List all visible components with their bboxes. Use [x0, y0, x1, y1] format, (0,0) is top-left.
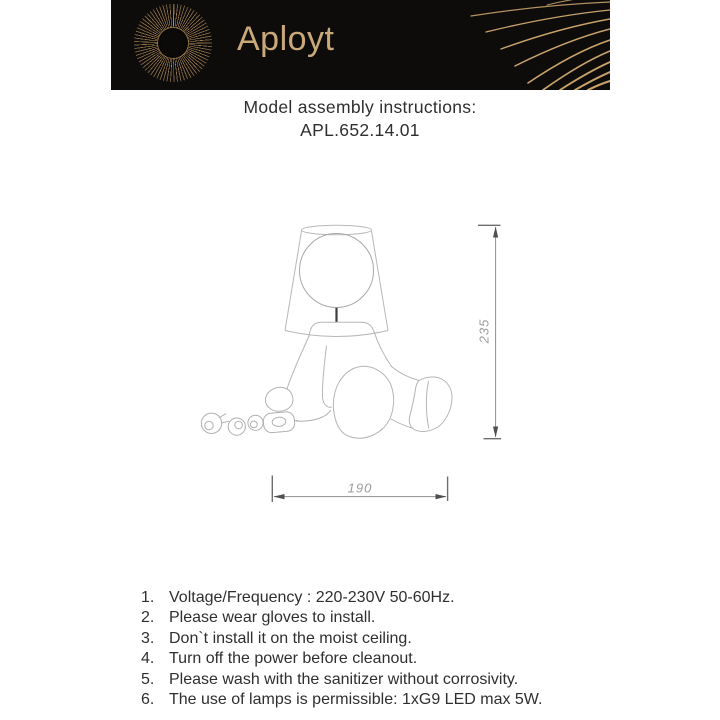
corner-rays-icon [111, 0, 610, 90]
power-cord [297, 411, 331, 422]
instruction-item [141, 629, 542, 649]
instruction-item [141, 690, 542, 710]
instructions-list [141, 588, 542, 710]
power-cord-assembly [201, 411, 330, 436]
instruction-number: 5. [141, 670, 155, 688]
instruction-text: The use of lamps is permissible: 1xG9 LED max 5W. [169, 691, 543, 709]
instruction-item [141, 649, 542, 669]
instruction-text: Voltage/Frequency : 220-230V 50-60Hz. [169, 589, 455, 606]
lamp-ball [300, 234, 374, 308]
lamp-technical-drawing [195, 210, 515, 510]
instruction-item [141, 608, 542, 628]
instruction-number: 1. [141, 589, 155, 606]
instruction-number: 6. [141, 691, 155, 709]
brand-banner [111, 0, 610, 90]
instruction-text: Please wear gloves to install. [169, 609, 376, 627]
brand-name: Aployt [237, 20, 335, 58]
inline-switch [263, 411, 296, 433]
instruction-number: 2. [141, 609, 155, 627]
power-plug [201, 413, 221, 433]
width-dimension-label: 190 [347, 480, 373, 496]
instruction-number: 4. [141, 650, 155, 668]
cord-connector [248, 415, 263, 430]
model-number: APL.652.14.01 [300, 120, 420, 140]
height-dimension [477, 225, 502, 438]
instruction-item [141, 670, 542, 690]
cord-connector [228, 418, 245, 435]
instruction-text: Don`t install it on the moist ceiling. [169, 629, 412, 647]
instruction-text: Please wash with the sanitizer without corrosivity. [169, 670, 519, 688]
height-dimension-label: 235 [476, 318, 492, 344]
instruction-number: 3. [141, 629, 155, 647]
width-dimension [272, 476, 447, 503]
instruction-text: Turn off the power before cleanout. [169, 650, 418, 668]
page-title: Model assembly instructions: [243, 97, 477, 117]
instruction-item [141, 588, 542, 608]
